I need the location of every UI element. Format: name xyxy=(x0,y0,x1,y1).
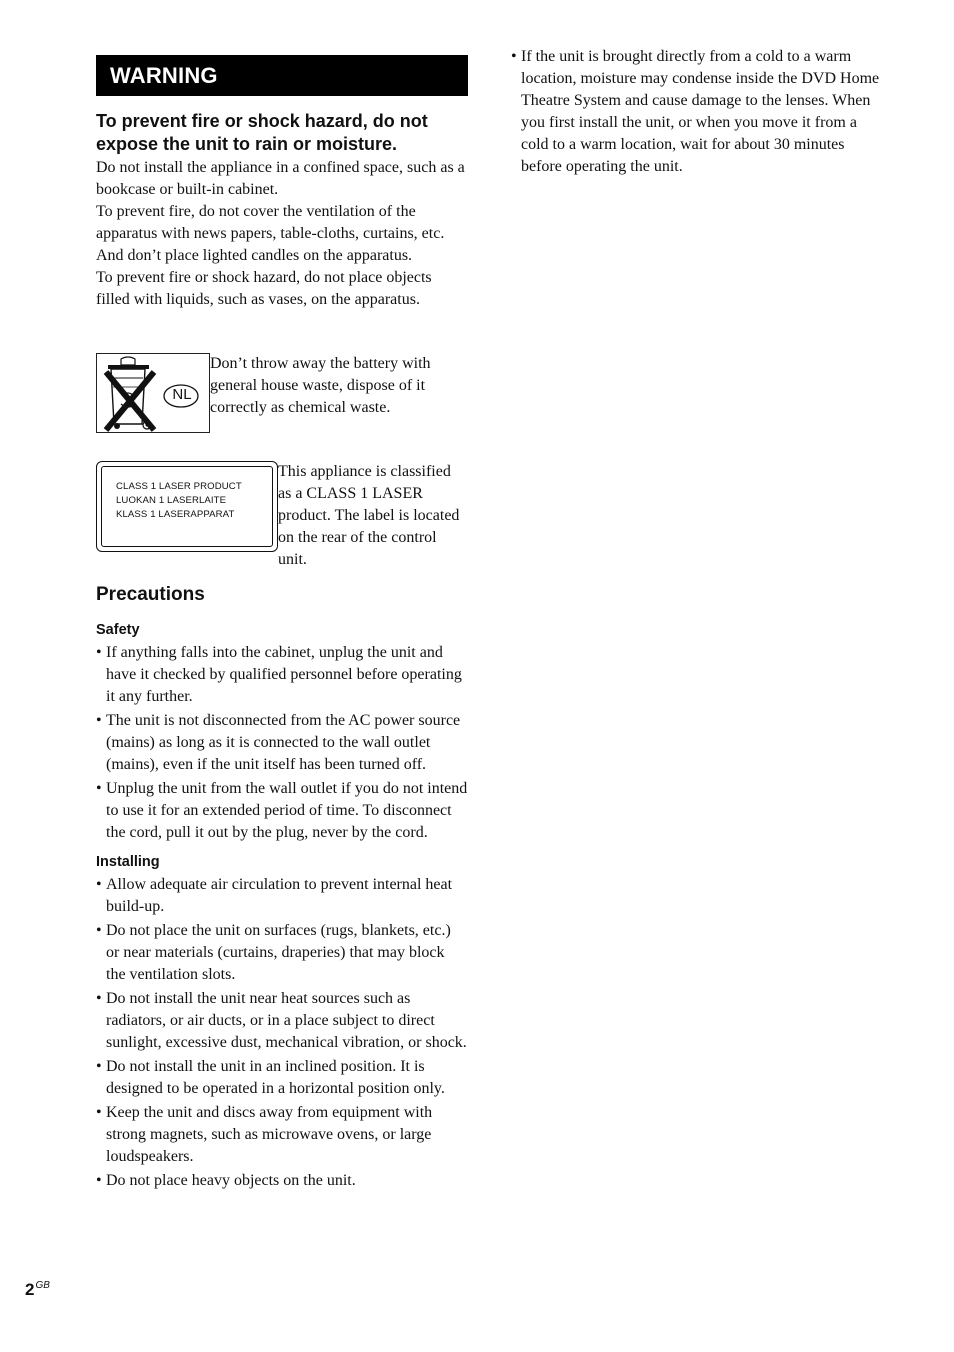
laser-label-line: LUOKAN 1 LASERLAITE xyxy=(116,495,227,506)
warning-paragraph: To prevent fire or shock hazard, do not place objects filled with liquids, such as vases, on the apparatus. xyxy=(96,269,432,308)
list-item: • Unplug the unit from the wall outlet if you do not intend to use it for an extended period of time. To disconnect the cord, pull it out by the plug, never by the cord. xyxy=(96,778,468,844)
page-number xyxy=(25,1280,50,1300)
battery-notice xyxy=(96,353,468,433)
laser-label xyxy=(96,461,278,552)
laser-label-inner xyxy=(101,466,273,547)
list-item: • Do not place heavy objects on the unit. xyxy=(96,1170,468,1192)
list-item: • If the unit is brought directly from a cold to a warm location, moisture may condense inside the DVD Home Theatre System and cause damage to the lenses. When you first install the unit, or when you move it from a cold to a warm location, wait for about 30 minutes before operating the unit. xyxy=(511,46,886,178)
warning-title: WARNING xyxy=(96,55,468,96)
list-item: • Do not install the unit near heat sources such as radiators, or air ducts, or in a place subject to direct sunlight, excessive dust, mechanical vibration, or shock. xyxy=(96,988,468,1054)
installing-title: Installing xyxy=(96,854,160,870)
right-column xyxy=(511,46,886,180)
crossed-out-wheelie-bin-icon xyxy=(96,353,210,433)
right-column-list xyxy=(511,46,886,178)
precautions-title: Precautions xyxy=(96,584,205,605)
list-item: • Allow adequate air circulation to prevent internal heat build-up. xyxy=(96,874,468,918)
laser-text: This appliance is classified as a CLASS 1 LASER product. The label is located on the rear of the control unit. xyxy=(278,463,460,568)
list-item: • The unit is not disconnected from the AC power source (mains) as long as it is connected to the wall outlet (mains), even if the unit itself has been turned off. xyxy=(96,710,468,776)
list-item: • Do not place the unit on surfaces (rugs, blankets, etc.) or near materials (curtains, draperies) that may block the ventilation slots. xyxy=(96,920,468,986)
battery-text: Don’t throw away the battery with general house waste, dispose of it correctly as chemical waste. xyxy=(210,355,431,416)
warning-heading: To prevent fire or shock hazard, do not expose the unit to rain or moisture. xyxy=(96,111,428,154)
page-number-suffix: GB xyxy=(35,1280,50,1291)
installing-list xyxy=(96,874,468,1192)
recycle-symbol-text: NL xyxy=(172,386,192,403)
safety-list xyxy=(96,642,468,844)
list-item: • Keep the unit and discs away from equipment with strong magnets, such as microwave ovens, or large loudspeakers. xyxy=(96,1102,468,1168)
safety-title: Safety xyxy=(96,622,140,638)
warning-paragraph: Do not install the appliance in a confined space, such as a bookcase or built-in cabinet. xyxy=(96,159,465,198)
warning-paragraphs xyxy=(96,157,468,311)
laser-label-line: CLASS 1 LASER PRODUCT xyxy=(116,481,242,492)
list-item: • Do not install the unit in an inclined position. It is designed to be operated in a horizontal position only. xyxy=(96,1056,468,1100)
laser-label-line: KLASS 1 LASERAPPARAT xyxy=(116,509,235,520)
laser-notice xyxy=(96,461,468,571)
warning-paragraph: To prevent fire, do not cover the ventilation of the apparatus with news papers, table-cloths, curtains, etc. And don’t place lighted candles on the apparatus. xyxy=(96,203,445,264)
page-number-value: 2 xyxy=(25,1280,35,1299)
left-column xyxy=(96,55,468,1194)
list-item: • If anything falls into the cabinet, unplug the unit and have it checked by qualified personnel before operating it any further. xyxy=(96,642,468,708)
